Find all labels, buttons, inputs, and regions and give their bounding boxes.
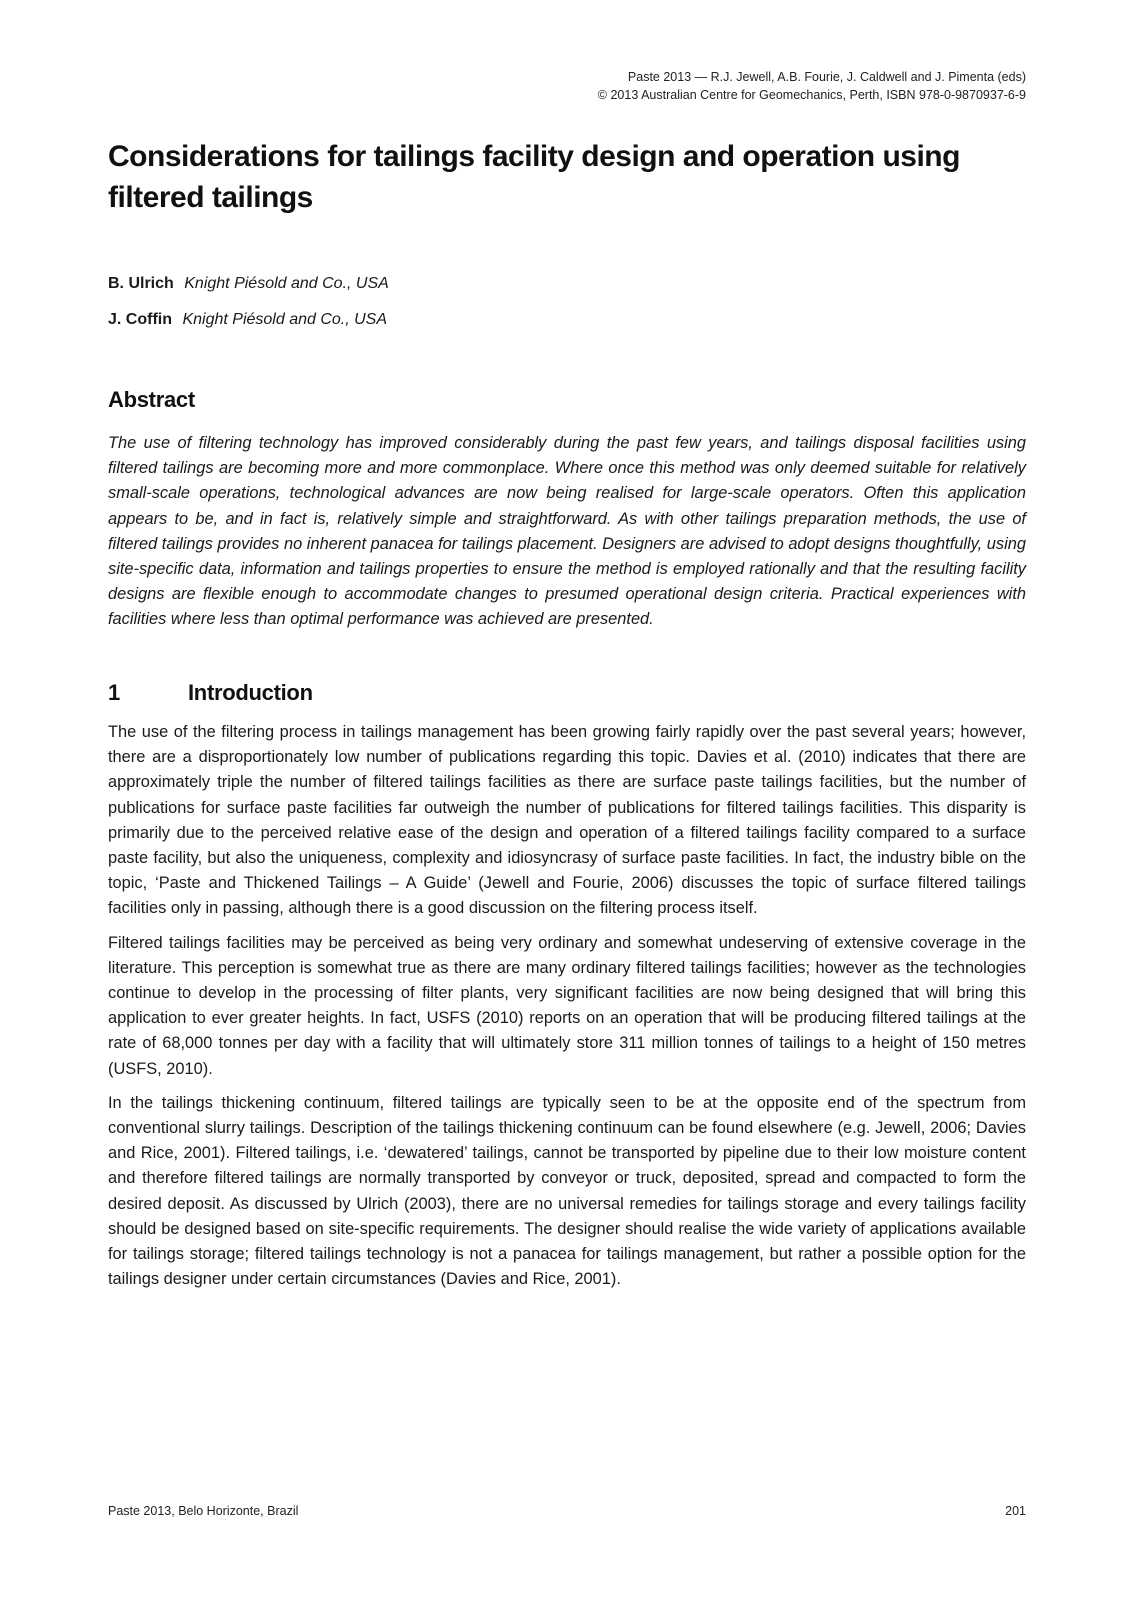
running-header xyxy=(598,68,1026,104)
header-copyright-line: © 2013 Australian Centre for Geomechanics, Perth, ISBN 978-0-9870937-6-9 xyxy=(597,88,1026,102)
author-name: J. Coffin xyxy=(108,311,172,328)
page-number: 201 xyxy=(1005,1504,1026,1518)
body-paragraph: Filtered tailings facilities may be perceived as being very ordinary and somewhat undeserving of extensive coverage in the literature. This perception is somewhat true as there are many ordinary filtered tailings facilities; however as the technologies continue to develop in the processing of filter plants, very significant facilities are now being designed that will bring this application to ever greater heights. In fact, USFS (2010) reports on an operation that will be producing filtered tailings at the rate of 68,000 tonnes per day with a facility that will ultimately store 311 million tonnes of tailings to a height of 150 metres (USFS, 2010). xyxy=(108,933,1026,1078)
section-heading xyxy=(108,680,1026,706)
body-paragraph: The use of the filtering process in tailings management has been growing fairly rapidly over the past several years; however, there are a disproportionately low number of publications regarding this topic. Davies et al. (2010) indicates that there are approximately triple the number of filtered tailings facilities as there are surface paste tailings facilities, but the number of publications for surface paste facilities far outweigh the number of publications for filtered tailings facilities. This disparity is primarily due to the perceived relative ease of the design and operation of a filtered tailings facility compared to a surface paste facility, but also the uniqueness, complexity and idiosyncrasy of surface paste facilities. In fact, the industry bible on the topic, ‘Paste and Thickened Tailings – A Guide’ (Jewell and Fourie, 2006) discusses the topic of surface filtered tailings facilities only in passing, although there is a good discussion on the filtering process itself. xyxy=(108,723,1026,918)
author-name: B. Ulrich xyxy=(108,275,174,292)
section-body xyxy=(108,720,1026,1301)
section-number: 1 xyxy=(108,680,120,705)
author-entry xyxy=(108,266,389,302)
section-title: Introduction xyxy=(188,680,313,705)
author-affiliation: Knight Piésold and Co., USA xyxy=(184,275,389,292)
page-footer xyxy=(108,1504,1026,1518)
abstract-heading: Abstract xyxy=(108,387,195,412)
paper-page xyxy=(108,0,1026,1600)
author-list xyxy=(108,266,389,338)
abstract-text: The use of filtering technology has improved considerably during the past few years, and tailings disposal facilities using filtered tailings are becoming more and more commonplace. Where once this method was only deemed suitable for relatively small-scale operations, technological advances are now being realised for large-scale operators. Often this application appears to be, and in fact is, relatively simple and straightforward. As with other tailings preparation methods, the use of filtered tailings provides no inherent panacea for tailings placement. Designers are advised to adopt designs thoughtfully, using site-specific data, information and tailings properties to ensure the method is employed rationally and that the resulting facility designs are flexible enough to accommodate changes to presumed operational design criteria. Practical experiences with facilities where less than optimal performance was achieved are presented. xyxy=(108,434,1026,629)
author-affiliation: Knight Piésold and Co., USA xyxy=(182,311,388,328)
body-paragraph: In the tailings thickening continuum, filtered tailings are typically seen to be at the opposite end of the spectrum from conventional slurry tailings. Description of the tailings thickening continuum can be found elsewhere (e.g. Jewell, 2006; Davies and Rice, 2001). Filtered tailings, i.e. ‘dewatered’ tailings, cannot be transported by pipeline due to their low moisture content and therefore filtered tailings are normally transported by conveyor or truck, deposited, spread and compacted to form the desired deposit. As discussed by Ulrich (2003), there are no universal remedies for tailings storage and every tailings facility should be designed based on site-specific requirements. The designer should realise the wide variety of applications available for tailings storage; filtered tailings technology is not a panacea for tailings management, but rather a possible option for the tailings designer under certain circumstances (Davies and Rice, 2001). xyxy=(108,1093,1026,1289)
paper-title: Considerations for tailings facility design and operation using filtered tailings xyxy=(108,140,960,214)
header-editors-line: Paste 2013 — R.J. Jewell, A.B. Fourie, J. Caldwell and J. Pimenta (eds) xyxy=(627,70,1026,84)
footer-conference: Paste 2013, Belo Horizonte, Brazil xyxy=(108,1504,299,1518)
author-entry xyxy=(108,302,389,338)
